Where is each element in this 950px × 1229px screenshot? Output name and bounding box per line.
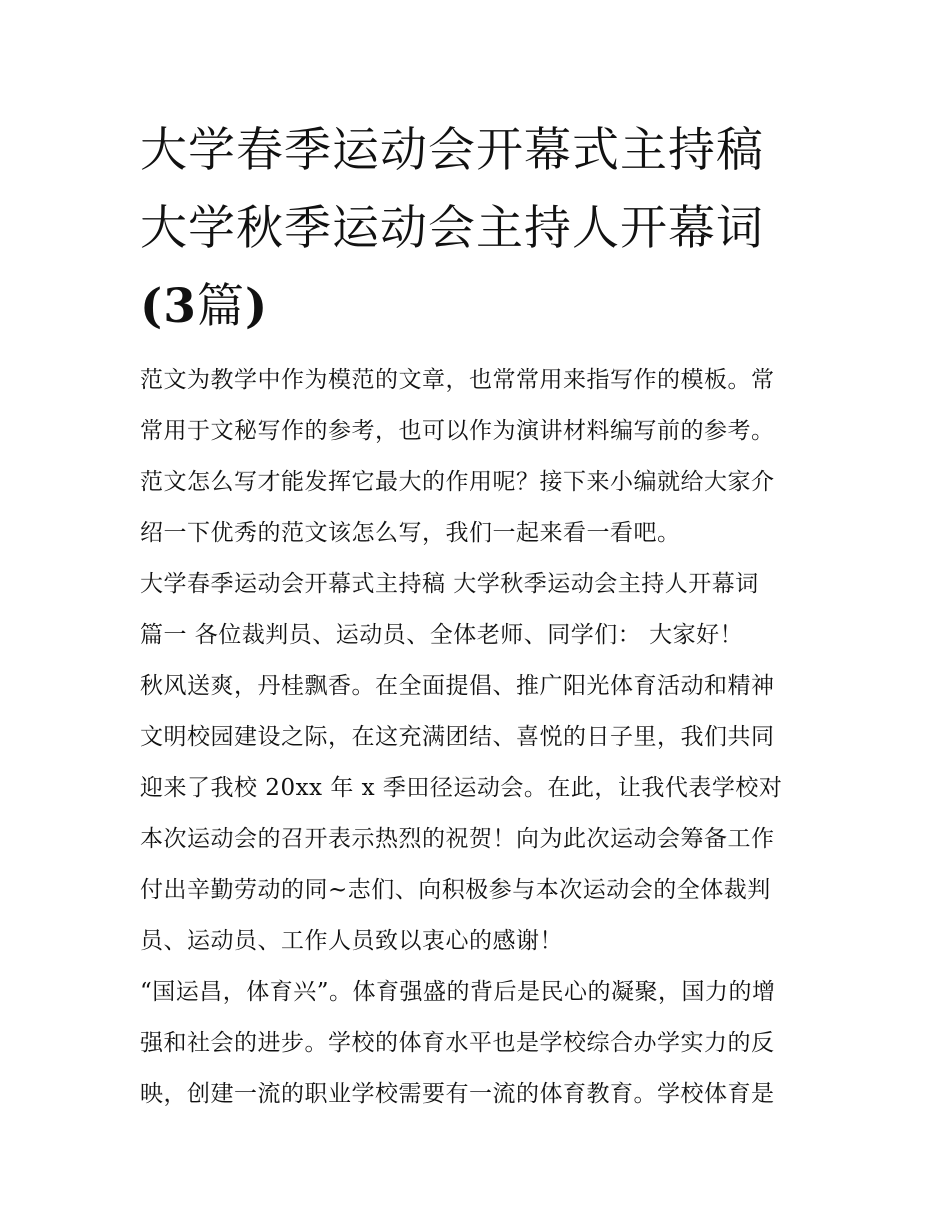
body-line-2: 常用于文秘写作的参考，也可以作为演讲材料编写前的参考。 <box>140 418 775 444</box>
body-line-15: 映，创建一流的职业学校需要有一流的体育教育。学校体育是 <box>140 1081 775 1107</box>
title-line-2: 大学秋季运动会主持人开幕词 <box>140 201 764 256</box>
title-line-3 <box>140 268 820 346</box>
body-line-10: 本次运动会的召开表示热烈的祝贺！向为此次运动会筹备工作 <box>140 826 775 852</box>
title-paren-open: ( <box>140 279 164 334</box>
body-line-7: 秋风送爽，丹桂飘香。在全面提倡、推广阳光体育活动和精神 <box>140 673 775 699</box>
title-count-word: 篇 <box>196 279 245 334</box>
body-line-4: 绍一下优秀的范文该怎么写，我们一起来看一看吧。 <box>140 520 681 546</box>
body-line-8: 文明校园建设之际，在这充满团结、喜悦的日子里，我们共同 <box>140 724 775 750</box>
title-count: 3 <box>163 279 197 334</box>
body-line-3: 范文怎么写才能发挥它最大的作用呢？接下来小编就给大家介 <box>140 469 775 495</box>
title-paren-close: ) <box>244 279 269 334</box>
body-line-1: 范文为教学中作为模范的文章，也常常用来指写作的模板。常 <box>140 367 775 393</box>
body-line-13: “国运昌，体育兴”。体育强盛的背后是民心的凝聚，国力的增 <box>140 979 776 1005</box>
document-body <box>140 355 820 1120</box>
document-title <box>140 112 820 346</box>
body-line-12: 员、运动员、工作人员致以衷心的感谢！ <box>140 928 563 954</box>
body-line-11: 付出辛勤劳动的同~志们、向积极参与本次运动会的全体裁判 <box>140 877 771 903</box>
body-line-14: 强和社会的进步。学校的体育水平也是学校综合办学实力的反 <box>140 1030 775 1056</box>
body-line-5: 大学春季运动会开幕式主持稿 大学秋季运动会主持人开幕词 <box>140 571 759 597</box>
title-line-1: 大学春季运动会开幕式主持稿 <box>140 123 764 178</box>
body-line-9: 迎来了我校 20xx 年 x 季田径运动会。在此，让我代表学校对 <box>140 775 783 801</box>
body-line-6: 篇一 各位裁判员、运动员、全体老师、同学们： 大家好！ <box>140 622 744 648</box>
